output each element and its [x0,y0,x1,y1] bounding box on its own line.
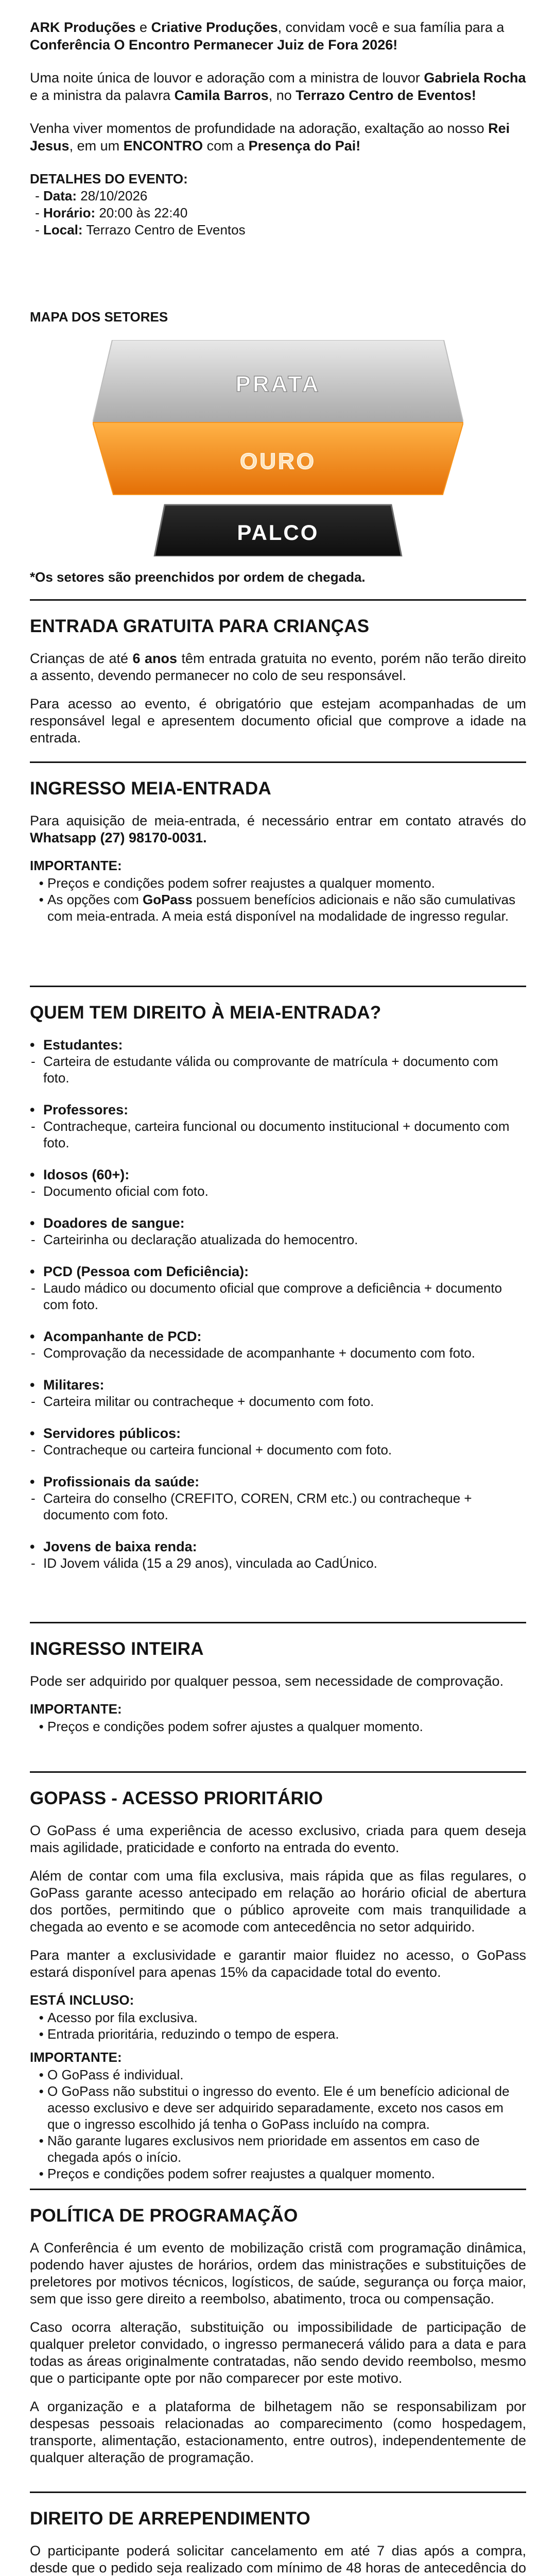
gopass-paragraph-2: Além de contar com uma fila exclusiva, mais rápida que as filas regulares, o GoPass garante acesso antecipado em relação ao horário oficial de abertura dos portões, permitindo que o público aproveite com mais tranquilidade a chegada ao evento e se acomode com antecedência no setor adquirido. [30,1868,526,1935]
organizer-ark: ARK Produções [30,20,136,35]
category-name: • Profissionais da saúde: [30,1473,526,1490]
section-full-price-paragraph: Pode ser adquirido por qualquer pessoa, sem necessidade de comprovação. [30,1673,504,1689]
intro-highlight: Presença do Pai! [248,138,361,154]
section-divider [30,2189,526,2190]
category-name: • Doadores de sangue: [30,1215,526,1231]
intro-paragraph-2 [30,69,526,104]
list-item: • Entrada prioritária, reduzindo o tempo de espera. [47,2026,526,2042]
category-name: • Professores: [30,1101,526,1118]
detail-label: Local: [43,222,83,238]
detail-location [43,222,526,239]
section-divider [30,2492,526,2493]
list-item: • Preços e condições podem sofrer reajustes a qualquer momento. [47,2165,526,2182]
worship-minister: Gabriela Rocha [424,70,526,86]
section-full-price [30,1639,526,1742]
eligibility-item [30,1425,526,1458]
intro-text: e [135,20,151,35]
text: possuem benefícios adicionais e não são cumulativas com meia-entrada. A meia está disponível na modalidade de ingresso regular. [47,892,516,924]
highlight: GoPass [142,892,193,907]
category-requirement: - Carteirinha ou declaração atualizada do hemocentro. [30,1231,526,1248]
text: Para aquisição de meia-entrada, é necessário entrar em contato através do [30,813,526,828]
section-eligibility-title: QUEM TEM DIREITO À MEIA-ENTRADA? [30,1003,381,1023]
category-requirement: - Carteira de estudante válida ou comprovante de matrícula + documento com foto. [30,1053,526,1086]
intro-highlight: Rei Jesus [30,121,510,154]
sector-map-note: *Os setores são preenchidos por ordem de chegada. [30,569,366,585]
important-list [30,875,526,924]
section-program-policy-title: POLÍTICA DE PROGRAMAÇÃO [30,2206,298,2226]
included-heading: ESTÁ INCLUSO: [30,1992,134,2008]
eligibility-item [30,1166,526,1199]
detail-label: Horário: [43,205,96,221]
category-name: • Servidores públicos: [30,1425,526,1442]
intro-paragraph-1 [30,19,526,54]
section-kids [30,616,526,758]
category-requirement: - Contracheque ou carteira funcional + documento com foto. [30,1442,526,1458]
section-divider [30,986,526,987]
important-heading: IMPORTANTE: [30,2049,122,2065]
intro-text: com a [203,138,249,154]
list-item: • Acesso por fila exclusiva. [47,2009,526,2026]
category-name: • Militares: [30,1377,526,1393]
list-item [47,891,526,924]
intro-text: , convidam você e sua família para a [277,20,505,35]
policy-paragraph-1: A Conferência é um evento de mobilização cristã com programação dinâmica, podendo haver ajustes de horários, ordem das ministrações e substituições de preletores por motivos técnicos, logísticos, de saúde, segurança ou força maior, sem que isso gere direito a reembolso, abatimento, troca ou compensação. [30,2240,526,2307]
detail-label: Data: [43,188,77,204]
section-kids-paragraph-2: Para acesso ao evento, é obrigatório que estejam acompanhadas de um responsável legal e apresentem documento oficial que comprove a idade na entrada. [30,696,526,745]
organizer-criative: Criative Produções [151,20,278,35]
venue-name: Terrazo Centro de Eventos! [296,88,476,103]
intro-text: e a ministra da palavra [30,88,175,103]
important-heading: IMPORTANTE: [30,1701,122,1717]
sector-palco-label: PALCO [237,520,319,545]
category-name: • Estudantes: [30,1037,526,1053]
section-program-policy [30,2206,526,2478]
section-half-price [30,778,526,931]
sector-map [93,340,463,556]
category-requirement: - ID Jovem válida (15 a 29 anos), vinculada ao CadÚnico. [30,1555,526,1571]
intro-paragraph-3 [30,120,526,155]
category-name: • Idosos (60+): [30,1166,526,1183]
policy-paragraph-2: Caso ocorra alteração, substituição ou impossibilidade de participação de qualquer preletor convidado, o ingresso permanecerá válido para a data e para todas as áreas originalmente contratadas, não sendo devido reembolso, mesmo que o participante opte por não comparecer por este motivo. [30,2319,526,2386]
eligibility-item [30,1263,526,1313]
eligibility-item [30,1473,526,1523]
section-kids-paragraph-1 [30,650,526,684]
category-requirement: - Documento oficial com foto. [30,1183,526,1199]
important-list [30,1718,526,1735]
gopass-paragraph-1: O GoPass é uma experiência de acesso exclusivo, criada para quem deseja mais agilidade, praticidade e conforto na entrada do evento. [30,1823,526,1855]
eligibility-item [30,1538,526,1571]
list-item: • Preços e condições podem sofrer ajustes a qualquer momento. [47,1718,526,1735]
section-half-price-title: INGRESSO MEIA-ENTRADA [30,778,271,799]
detail-value: Terrazo Centro de Eventos [82,222,246,238]
eligibility-item [30,1101,526,1151]
section-divider [30,1771,526,1773]
list-item: • Preços e condições podem sofrer reajustes a qualquer momento. [47,875,526,891]
included-list [30,2009,526,2042]
event-details-heading: DETALHES DO EVENTO: [30,171,188,187]
text: Crianças de até [30,651,133,666]
text: têm entrada gratuita no evento, porém não terão direito a assento, devendo permanecer no colo de seu responsável. [30,651,526,683]
category-requirement: - Carteira do conselho (CREFITO, COREN, CRM etc.) ou contracheque + documento com foto. [30,1490,526,1523]
detail-value: 20:00 às 22:40 [95,205,188,221]
section-withdrawal-title: DIREITO DE ARREPENDIMENTO [30,2509,310,2529]
intro-text: , em um [69,138,124,154]
eligibility-item [30,1037,526,1086]
category-requirement: - Contracheque, carteira funcional ou documento institucional + documento com foto. [30,1118,526,1151]
category-name: • Acompanhante de PCD: [30,1328,526,1345]
section-gopass-title: GOPASS - ACESSO PRIORITÁRIO [30,1788,323,1808]
withdrawal-paragraph: O participante poderá solicitar cancelamento em até 7 dias após a compra, desde que o pedido seja realizado com mínimo de 48 horas de antecedência do [30,2543,526,2575]
section-divider [30,761,526,763]
event-details [30,170,526,239]
whatsapp-contact: Whatsapp (27) 98170-0031. [30,830,207,845]
eligibility-item [30,1377,526,1410]
section-withdrawal [30,2509,526,2576]
eligibility-item [30,1215,526,1248]
section-eligibility [30,1003,526,1587]
event-details-list [30,188,526,239]
event-name: Conferência O Encontro Permanecer Juiz de Fora 2026! [30,37,398,53]
section-divider [30,1622,526,1623]
section-full-price-title: INGRESSO INTEIRA [30,1639,204,1659]
category-requirement: - Comprovação da necessidade de acompanhante + documento com foto. [30,1345,526,1361]
section-gopass [30,1788,526,2189]
category-name: • Jovens de baixa renda: [30,1538,526,1555]
category-requirement: - Laudo mádico ou documento oficial que comprove a deficiência + documento com foto. [30,1280,526,1313]
intro-text: Uma noite única de louvor e adoração com a ministra de louvor [30,70,424,86]
policy-paragraph-3: A organização e a plataforma de bilhetagem não se responsabilizam por despesas pessoais relacionadas ao comparecimento (como hospedagem, transporte, alimentação, estacionamento, entre outros), independentemente de qualquer alteração de programação. [30,2399,526,2465]
intro-section [30,19,526,239]
sector-ouro-label: OURO [240,449,316,474]
text: As opções com [47,892,143,907]
list-item: • Não garante lugares exclusivos nem prioridade em assentos em caso de chegada após o início. [47,2132,526,2165]
detail-value: 28/10/2026 [77,188,148,204]
section-divider [30,599,526,601]
list-item: • O GoPass é individual. [47,2066,526,2083]
list-item: • O GoPass não substitui o ingresso do evento. Ele é um benefício adicional de acesso exclusivo e deve ser adquirido separadamente, exceto nos casos em que o ingresso escolhido já tenha o GoPass incluído na compra. [47,2083,526,2132]
sector-prata-label: PRATA [235,371,321,397]
detail-time [43,205,526,222]
intro-highlight: ENCONTRO [123,138,203,154]
section-half-price-paragraph [30,812,526,846]
word-minister: Camila Barros [174,88,269,103]
category-name: • PCD (Pessoa com Deficiência): [30,1263,526,1280]
category-requirement: - Carteira militar ou contracheque + documento com foto. [30,1393,526,1410]
section-kids-title: ENTRADA GRATUITA PARA CRIANÇAS [30,616,370,636]
important-list [30,2066,526,2182]
intro-text: , no [268,88,296,103]
eligibility-item [30,1328,526,1361]
intro-text: Venha viver momentos de profundidade na adoração, exaltação ao nosso [30,121,489,136]
gopass-paragraph-3: Para manter a exclusividade e garantir maior fluidez no acesso, o GoPass estará disponível para apenas 15% da capacidade total do evento. [30,1947,526,1980]
eligibility-list [30,1037,526,1571]
sector-map-title: MAPA DOS SETORES [30,309,168,325]
highlight: 6 anos [132,651,177,666]
detail-date [43,188,526,205]
important-heading: IMPORTANTE: [30,858,122,873]
